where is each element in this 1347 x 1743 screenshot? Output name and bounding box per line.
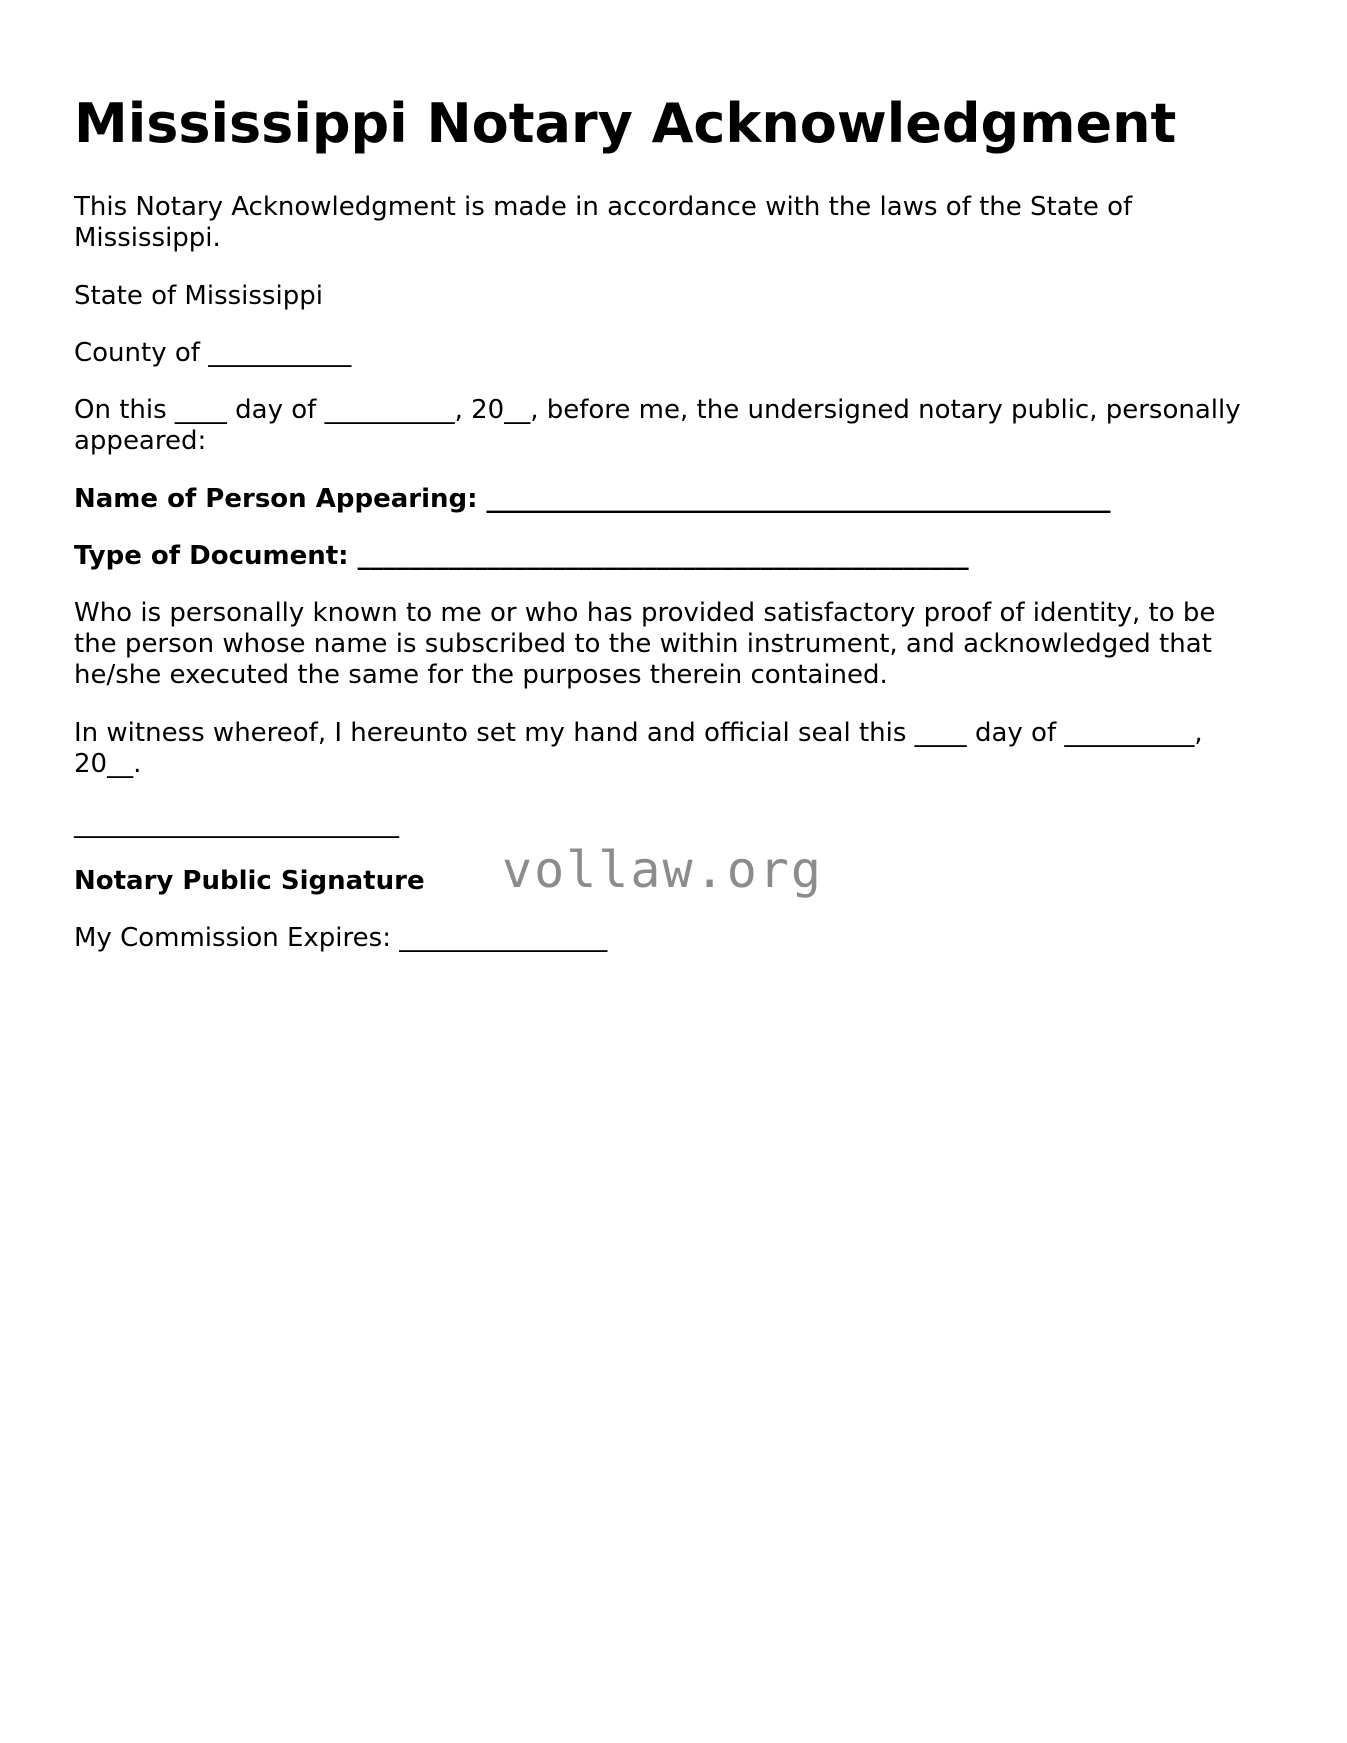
county-line: County of ___________ xyxy=(74,338,352,368)
appearance-paragraph: On this ____ day of __________, 20__, before me, the undersigned notary public, personally appeared: xyxy=(74,395,1241,456)
signature-line: _________________________ xyxy=(74,809,399,839)
watermark: vollaw.org xyxy=(502,841,824,899)
identity-paragraph: Who is personally known to me or who has provided satisfactory proof of identity, to be the person whose name is subscribed to the within instrument, and acknowledged that he/she executed the same for the purposes therein contained. xyxy=(74,598,1216,690)
page-title: Mississippi Notary Acknowledgment xyxy=(74,92,1177,155)
commission-expires-line: My Commission Expires: ________________ xyxy=(74,923,608,953)
name-of-person-field: Name of Person Appearing: ________________________________________________ xyxy=(74,484,1111,514)
type-of-document-field: Type of Document: _______________________________________________ xyxy=(74,541,969,571)
state-line: State of Mississippi xyxy=(74,281,323,311)
witness-paragraph: In witness whereof, I hereunto set my hand and official seal this ____ day of __________, 20__. xyxy=(74,718,1203,779)
signature-label: Notary Public Signature xyxy=(74,866,425,896)
intro-paragraph: This Notary Acknowledgment is made in accordance with the laws of the State of Mississippi. xyxy=(74,192,1133,253)
